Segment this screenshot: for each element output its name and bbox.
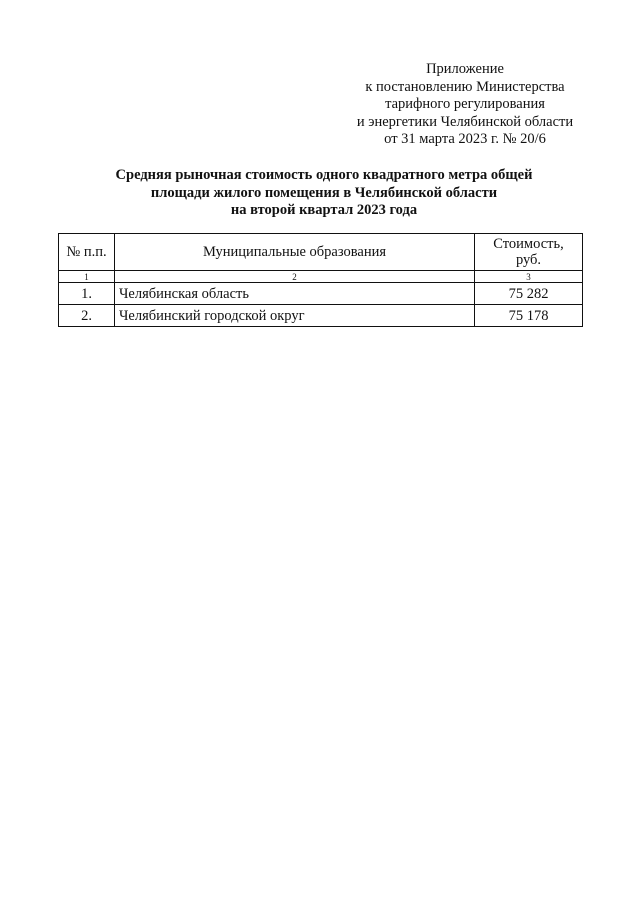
- title-line: на второй квартал 2023 года: [230, 202, 418, 219]
- title-line: Средняя рыночная стоимость одного квадратного метра общей: [115, 167, 533, 183]
- row-municipality: Челябинский городской округ: [115, 305, 475, 327]
- appendix-line: от 31 марта 2023 г. № 20/6: [384, 131, 546, 148]
- column-index: 3: [475, 271, 583, 283]
- column-index-row: [59, 271, 583, 283]
- appendix-header: [340, 61, 590, 149]
- title-line: площади жилого помещения в Челябинской области: [150, 184, 498, 201]
- header-number: № п.п.: [59, 234, 115, 271]
- header-cost-line: Стоимость,: [493, 236, 564, 252]
- table-header-row: [59, 234, 583, 271]
- appendix-line: и энергетики Челябинской области: [356, 113, 574, 130]
- row-cost: 75 178: [475, 305, 583, 327]
- row-municipality: Челябинская область: [115, 283, 475, 305]
- appendix-line: тарифного регулирования: [385, 96, 545, 113]
- row-number: 1.: [59, 283, 115, 305]
- column-index: 1: [59, 271, 115, 283]
- row-number: 2.: [59, 305, 115, 327]
- header-cost: [475, 234, 583, 271]
- document-title: [80, 167, 568, 220]
- column-index: 2: [115, 271, 475, 283]
- table-row: [59, 305, 583, 327]
- header-cost-unit: руб.: [515, 252, 542, 268]
- table-row: [59, 283, 583, 305]
- row-cost: 75 282: [475, 283, 583, 305]
- header-municipality: Муниципальные образования: [115, 234, 475, 271]
- cost-table: [58, 233, 583, 327]
- appendix-line: к постановлению Министерства: [365, 78, 565, 95]
- appendix-line: Приложение: [426, 61, 504, 77]
